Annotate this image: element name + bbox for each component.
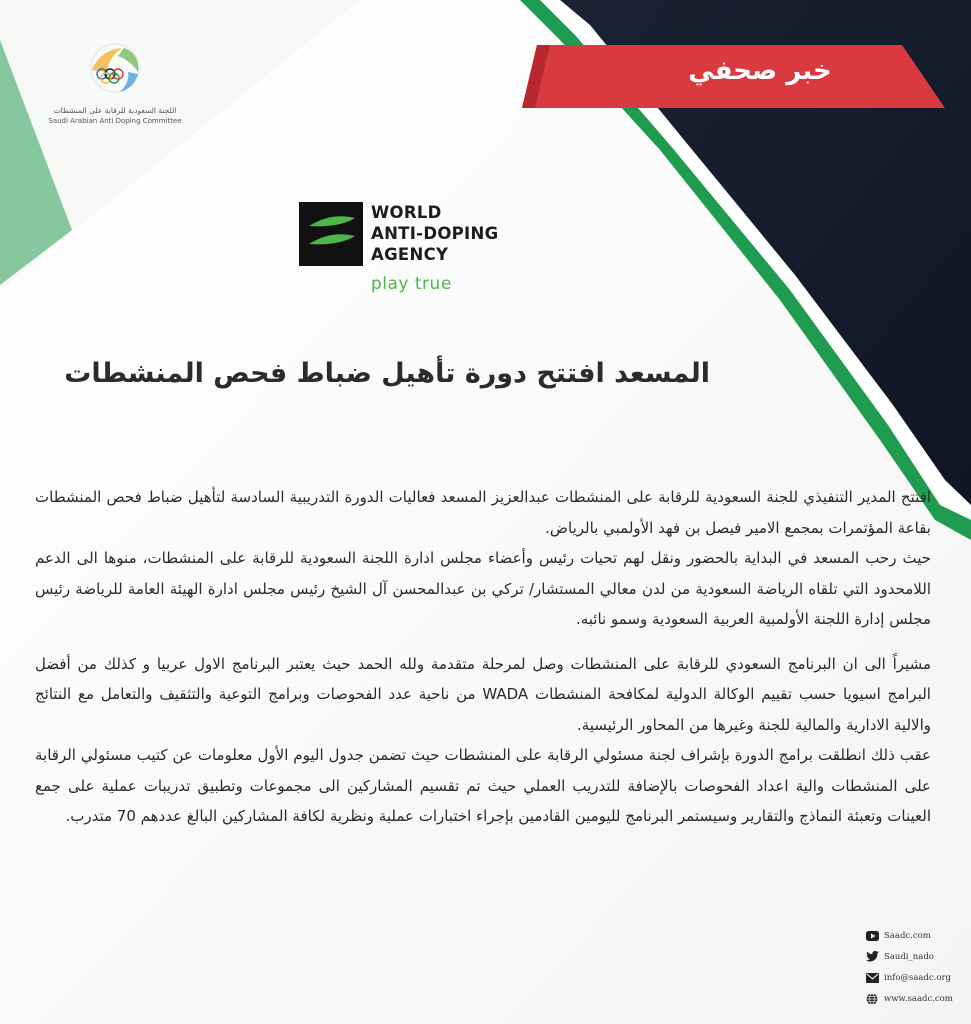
contact-youtube[interactable] [865,925,965,946]
article-paragraph-2: حيث رحب المسعد في البداية بالحضور ونقل لهم تحيات رئيس وأعضاء مجلس ادارة اللجنة السعودية للرقابة على المنشطات، منوها الى الدعم اللامحدود التي تلقاه الرياضة السعودية من لدن معالي المستشار/ تركي بن عبدالمحسن آل الشيخ رئيس مجلس ادارة الهيئة العامة للرياضة رئيس مجلس إدارة اللجنة الأولمبية العربية السعودية وسمو نائبه. [35,549,931,628]
press-release-label: خبر صحفي [688,56,832,86]
article-paragraph-1: افتتح المدير التنفيذي للجنة السعودية للرقابة على المنشطات عبدالعزيز المسعد فعاليات الدورة التدريبية السادسة لتأهيل ضباط فحص المنشطات بقاعة المؤتمرات بمجمع الامير فيصل بن فهد الأولمبي بالرياض. [35,488,931,537]
sadc-logo [40,42,190,125]
contact-website[interactable] [865,988,965,1009]
contact-twitter-text: Saudi_nado [884,951,934,962]
contact-website-text: www.saadc.com [884,993,953,1004]
twitter-icon [865,951,879,962]
wada-tagline: play true [371,274,452,294]
globe-icon [865,993,879,1004]
wada-line-3: AGENCY [371,245,449,264]
contact-email-text: info@saadc.org [884,972,951,983]
contact-list [865,925,965,1009]
wada-wordmark [371,202,498,265]
wada-mark-icon [299,202,363,266]
mail-icon [865,972,879,983]
youtube-icon [865,930,879,941]
contact-email[interactable] [865,967,965,988]
article-headline: المسعد افتتح دورة تأهيل ضباط فحص المنشطات [64,358,710,389]
article-paragraph-4: عقب ذلك انطلقت برامج الدورة بإشراف لجنة مسئولي الرقابة على المنشطات حيث تضمن جدول اليوم الأول معلومات عن كتيب مسئولي الرقابة على المنشطات والية اعداد الفحوصات بالإضافة للتدريب العملي حيث تم تقسيم المشاركين الى مجموعات وتطبيق تدريبات عملية على جمع العينات وتعبئة النماذج والتقارير وسيستمر البرنامج لليومين القادمين بإجراء اختبارات عملية ونظرية لكافة المشاركين البالغ عددهم 70 متدرب. [35,746,931,825]
contact-youtube-text: Saadc.com [884,930,931,941]
committee-name-en: Saudi Arabian Anti Doping Committee [48,117,182,125]
wada-line-2: ANTI-DOPING [371,224,499,243]
committee-name-ar: اللجنة السعودية للرقابة على المنشطات [53,106,177,115]
wada-logo [299,202,539,302]
article-body [35,482,931,832]
article-paragraph-3: مشيراً الى ان البرنامج السعودي للرقابة على المنشطات وصل لمرحلة متقدمة ولله الحمد حيث يعتبر البرنامج الاول عربيا و كذلك من أفضل البرامج اسيويا حسب تقييم الوكالة الدولية لمكافحة المنشطات WADA من ناحية عدد الفحوصات وبرامج التوعية والتثقيف والتعامل مع النتائج والالية الادارية والمالية للجنة وغيرها من المحاور الرئيسية. [35,654,931,734]
contact-twitter[interactable] [865,946,965,967]
wada-line-1: WORLD [371,203,442,222]
sadc-emblem-icon [80,42,150,98]
